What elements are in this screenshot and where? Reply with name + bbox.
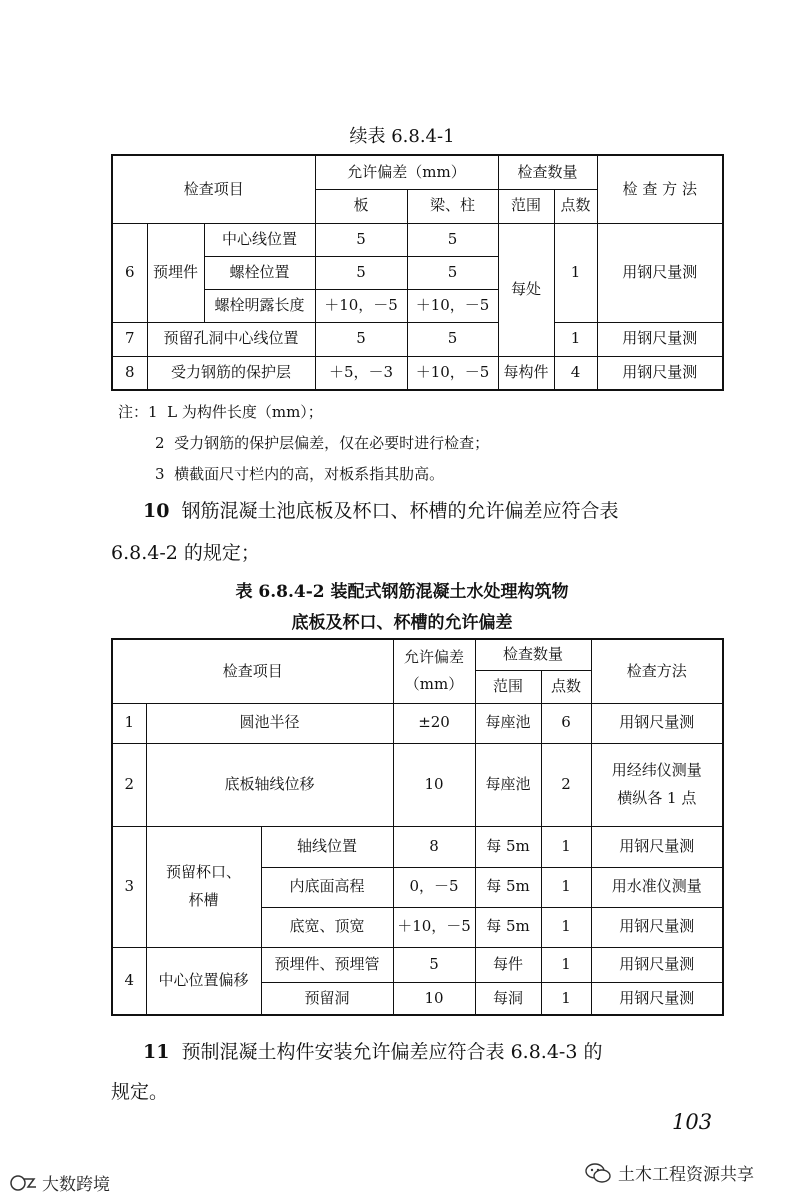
points-cell: 1 — [554, 223, 597, 322]
clause-number: 10 — [143, 500, 170, 522]
table2-caption-line1: 表 6.8.4-2 装配式钢筋混凝土水处理构筑物 — [235, 582, 569, 602]
right-logo-text: 土木工程资源共享 — [618, 1165, 754, 1185]
header-quantity: 检查数量 — [498, 155, 597, 189]
header-points: 点数 — [554, 189, 597, 223]
table-row — [112, 356, 723, 390]
method-cell: 用钢尺量测 — [591, 826, 723, 867]
tol-cell: ±20 — [393, 703, 475, 743]
tol-cell: 10 — [393, 982, 475, 1015]
table-row — [112, 947, 723, 982]
range-cell: 每座池 — [475, 743, 541, 826]
range-cell: 每处 — [498, 223, 554, 356]
item-name: 预留孔洞中心线位置 — [147, 322, 315, 356]
item-name: 受力钢筋的保护层 — [147, 356, 315, 390]
tol-plate: 5 — [315, 322, 407, 356]
table-row — [112, 743, 723, 826]
table2-header-row — [112, 639, 723, 670]
range-cell: 每 5m — [475, 826, 541, 867]
header-tolerance: 允许偏差（mm） — [315, 155, 498, 189]
points-cell: 1 — [541, 867, 591, 907]
row-number: 8 — [112, 356, 147, 390]
brand-logo-icon — [8, 1173, 38, 1193]
range-cell: 每洞 — [475, 982, 541, 1015]
page-number: 103 — [672, 1110, 713, 1134]
points-cell: 1 — [541, 947, 591, 982]
header-method: 检查方法 — [591, 639, 723, 703]
range-cell: 每构件 — [498, 356, 554, 390]
footer-left-logo — [8, 1170, 110, 1195]
row-number: 1 — [112, 703, 146, 743]
item-name: 螺栓位置 — [204, 256, 315, 289]
table1-header-row — [112, 155, 723, 189]
points-cell: 4 — [554, 356, 597, 390]
range-cell: 每 5m — [475, 867, 541, 907]
points-cell: 1 — [554, 322, 597, 356]
table-row — [112, 322, 723, 356]
row-number: 7 — [112, 322, 147, 356]
tol-plate: 5 — [315, 223, 407, 256]
tol-cell: 0，－5 — [393, 867, 475, 907]
table-row — [112, 223, 723, 256]
header-beam: 梁、柱 — [407, 189, 498, 223]
row-group: 预埋件 — [147, 223, 204, 322]
method-cell: 用钢尺量测 — [591, 947, 723, 982]
header-range: 范围 — [498, 189, 554, 223]
item-name: 预埋件、预埋管 — [261, 947, 393, 982]
row-group: 预留杯口、 杯槽 — [146, 826, 261, 947]
tol-cell: 5 — [393, 947, 475, 982]
tol-beam: 5 — [407, 223, 498, 256]
header-quantity: 检查数量 — [475, 639, 591, 670]
header-points: 点数 — [541, 670, 591, 703]
wechat-icon — [584, 1161, 612, 1185]
tol-cell: 8 — [393, 826, 475, 867]
note-label: 注： — [118, 403, 149, 421]
paragraph-10-line2: 6.8.4-2 的规定； — [111, 542, 260, 564]
method-cell: 用钢尺量测 — [591, 907, 723, 947]
item-name: 圆池半径 — [146, 703, 393, 743]
item-name: 底板轴线位移 — [146, 743, 393, 826]
item-name: 轴线位置 — [261, 826, 393, 867]
tol-cell: ＋10，－5 — [393, 907, 475, 947]
table1-caption: 续表 6.8.4-1 — [349, 126, 455, 147]
item-name: 底宽、顶宽 — [261, 907, 393, 947]
paragraph-11: 11 预制混凝土构件安装允许偏差应符合表 6.8.4-3 的 — [143, 1041, 603, 1063]
range-cell: 每 5m — [475, 907, 541, 947]
points-cell: 1 — [541, 826, 591, 867]
row-number: 2 — [112, 743, 146, 826]
tol-plate: 5 — [315, 256, 407, 289]
range-cell: 每座池 — [475, 703, 541, 743]
header-tolerance: 允许偏差 （mm） — [393, 639, 475, 703]
header-method: 检 查 方 法 — [597, 155, 723, 223]
header-plate: 板 — [315, 189, 407, 223]
tol-plate: ＋10，－5 — [315, 289, 407, 322]
points-cell: 2 — [541, 743, 591, 826]
table1-notes — [118, 397, 718, 490]
paragraph-10: 10 钢筋混凝土池底板及杯口、杯槽的允许偏差应符合表 — [143, 500, 619, 522]
method-cell: 用经纬仪测量 横纵各 1 点 — [591, 743, 723, 826]
row-number: 3 — [112, 826, 146, 947]
tol-beam: 5 — [407, 322, 498, 356]
table1 — [111, 154, 724, 391]
note-3: 3 横截面尺寸栏内的高，对板系指其肋高。 — [155, 465, 445, 483]
item-name: 预留洞 — [261, 982, 393, 1015]
footer-right-logo — [584, 1160, 754, 1185]
item-name: 内底面高程 — [261, 867, 393, 907]
note-1: 注：1 L 为构件长度（mm）； — [118, 403, 323, 421]
method-cell: 用钢尺量测 — [597, 322, 723, 356]
tol-plate: ＋5，－3 — [315, 356, 407, 390]
tol-beam: ＋10，－5 — [407, 356, 498, 390]
tol-cell: 10 — [393, 743, 475, 826]
method-cell: 用钢尺量测 — [591, 982, 723, 1015]
row-number: 6 — [112, 223, 147, 322]
points-cell: 1 — [541, 982, 591, 1015]
note-2: 2 受力钢筋的保护层偏差，仅在必要时进行检查； — [155, 434, 490, 452]
points-cell: 6 — [541, 703, 591, 743]
tol-beam: ＋10，－5 — [407, 289, 498, 322]
table-row — [112, 703, 723, 743]
method-cell: 用钢尺量测 — [597, 356, 723, 390]
table-row — [112, 826, 723, 867]
method-cell: 用钢尺量测 — [591, 703, 723, 743]
points-cell: 1 — [541, 907, 591, 947]
header-range: 范围 — [475, 670, 541, 703]
method-cell: 用水准仪测量 — [591, 867, 723, 907]
table2 — [111, 638, 724, 1016]
item-name: 螺栓明露长度 — [204, 289, 315, 322]
range-cell: 每件 — [475, 947, 541, 982]
clause-number: 11 — [143, 1041, 170, 1063]
paragraph-11-line2: 规定。 — [111, 1081, 169, 1103]
header-item: 检查项目 — [112, 155, 315, 223]
header-item: 检查项目 — [112, 639, 393, 703]
left-logo-text: 大数跨境 — [42, 1175, 110, 1195]
table2-caption-line2: 底板及杯口、杯槽的允许偏差 — [291, 613, 513, 633]
tol-beam: 5 — [407, 256, 498, 289]
row-number: 4 — [112, 947, 146, 1015]
item-name: 中心线位置 — [204, 223, 315, 256]
row-group: 中心位置偏移 — [146, 947, 261, 1015]
method-cell: 用钢尺量测 — [597, 223, 723, 322]
